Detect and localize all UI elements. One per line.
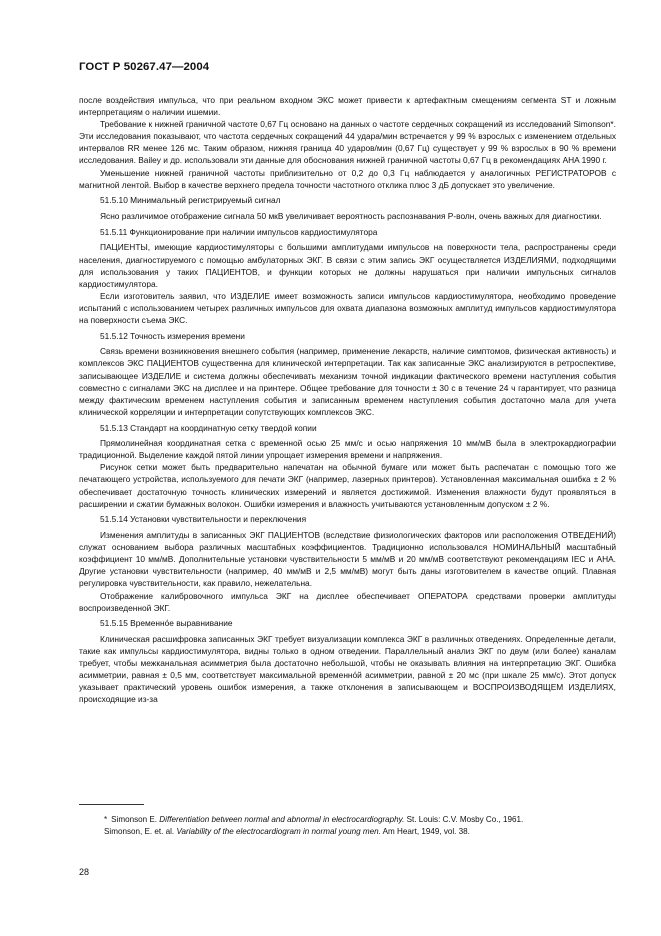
footnote-authors: Simonson, E. et. al.: [104, 826, 175, 836]
footnote-divider: [79, 804, 144, 805]
section-heading: 51.5.10 Минимальный регистрируемый сигнал: [100, 195, 281, 206]
section-heading: 51.5.13 Стандарт на координатную сетку твердой копии: [100, 422, 317, 433]
section-heading: 51.5.14 Установки чувствительности и переключения: [100, 514, 307, 525]
footnote-authors: Simonson E.: [111, 815, 158, 824]
document-body: [79, 94, 616, 706]
paragraph: Клиническая расшифровка записанных ЭКГ требует визуализации комплекса ЭКГ в различных отведениях. Определенные детали, такие как импульсы кардиостимулятора, видны только в одном отведении. Параллельный анализ ЭКГ по двум (или более) каналам требует, чтобы межканальная асимметрия была достаточно небольшой, чтобы не оказывать влияния на интерпретацию ЭКГ. Ошибка асимметрии, равная ± 0,5 мм, соответствует максимальной временно́й асимметрии, равной ± 20 мс (при шкале 25 мм/с). Этот допуск указывает практический уровень ошибок измерения, а также отклонения в записывающем и ВОСПРОИЗВОДЯЩЕМ ИЗДЕЛИЯХ, происходящие из-за: [79, 633, 616, 705]
section-heading: 51.5.15 Временно́е выравнивание: [100, 618, 233, 629]
footnote-line: [104, 826, 618, 838]
footnote-line: [104, 814, 618, 826]
paragraph: Если изготовитель заявил, что ИЗДЕЛИЕ имеет возможность записи импульсов кардиостимулятора, необходимо проведение испытаний с использованием четырех различных импульсов для охвата диапазона возможных амплитуд импульсов кардиостимулятора на поверхности съема ЭКС.: [79, 290, 616, 325]
paragraph: Прямолинейная координатная сетка с временной осью 25 мм/с и осью напряжения 10 мм/мВ была в электрокардиографии традиционной. Выделение каждой пятой линии упрощает измерения времени и напряжения.: [79, 438, 616, 461]
page-number: 28: [79, 867, 90, 877]
footnote-source: St. Louis: C.V. Mosby Co., 1961.: [406, 815, 524, 824]
footnote-marker: *: [104, 815, 108, 824]
paragraph: Требование к нижней граничной частоте 0,67 Гц основано на данных о частоте сердечных сокращений из исследований Simonson*. Эти исследования показывают, что частота сердечных сокращений 44 удара/мин встречается у 99 % взрослых с изменением отдельных интервалов RR менее 126 мс. Таким образом, нижняя граница 40 ударов/мин (0,67 Гц) существует у 99 % взрослых в 90 % времени исследования. Bailey и др. использовали эти данные для обоснования нижней граничной частоты 0,67 Гц в рекомендациях AHA 1990 г.: [79, 119, 616, 166]
paragraph: Уменьшение нижней граничной частоты приблизительно от 0,2 до 0,3 Гц наблюдается у аналогичных РЕГИСТРАТОРОВ с магнитной лентой. Выбор в качестве верхнего предела точности частотного отклика плюс 3 дБ допускает это увеличение.: [79, 167, 616, 190]
footnote-source: Am Heart, 1949, vol. 38.: [382, 826, 470, 836]
section-heading: 51.5.12 Точность измерения времени: [100, 330, 245, 341]
paragraph-continuation: после воздействия импульса, что при реальном входном ЭКС может привести к артефактным смещениям сегмента ST и ложным интерпретациям о наличии ишемии.: [79, 95, 616, 118]
paragraph: ПАЦИЕНТЫ, имеющие кардиостимуляторы с большими амплитудами импульсов на поверхности тела, распространены среди населения, диагностируемого с помощью амбулаторных ЭКГ. В связи с этим запись ЭКГ осуществляется ИЗДЕЛИЯМИ, подходящими для использования у таких ПАЦИЕНТОВ, и функции которых не должны нарушаться при наличии импульсных сигналов кардиостимулятора.: [79, 242, 616, 289]
footnote: [104, 814, 618, 838]
section-heading: 51.5.11 Функционирование при наличии импульсов кардиостимулятора: [100, 226, 378, 237]
paragraph: Ясно различимое отображение сигнала 50 мкВ увеличивает вероятность распознавания Р-волн, очень важных для диагностики.: [100, 211, 602, 222]
footnote-title: Differentiation between normal and abnormal in electrocardiography.: [159, 815, 405, 824]
paragraph: Связь времени возникновения внешнего события (например, применение лекарств, наличие симптомов, физическая активность) и комплексов ЭКС ПАЦИЕНТОВ существенна для клинической интерпретации. Так как записанные ЭКС анализируются в ретроспективе, записывающее ИЗДЕЛИЕ и система должны обеспечивать механизм точной индикации фактического времени наступления события совместно с сигналами ЭКС на дисплее и на принтере. Общее требование для точности ± 30 с в течение 24 ч гарантирует, что разница между фактическим временем наступления события и записанным временем наступления события достаточно мала для учета клинической корреляции и интерпретации сопутствующих комплексов ЭКС.: [79, 346, 616, 417]
footnote-title: Variability of the electrocardiogram in normal young men.: [176, 826, 381, 836]
paragraph: Изменения амплитуды в записанных ЭКГ ПАЦИЕНТОВ (вследствие физиологических факторов или расположения ОТВЕДЕНИЙ) служат основанием выбора различных масштабных коэффициентов. Традиционно использовался НОМИНАЛЬНЫЙ масштабный коэффициент 10 мм/мВ. Дополнительные установки чувствительности 5 мм/мВ и 20 мм/мВ соответствуют рекомендациям IEC и AHA. Другие установки чувствительности (например, 40 мм/мВ и 2,5 мм/мВ) могут быть даны изготовителем в качестве опций. Плавная регулировка чувствительности, как правило, нежелательна.: [79, 530, 616, 589]
paragraph: Рисунок сетки может быть предварительно напечатан на обычной бумаге или может быть распечатан с помощью того же печатающего устройства, используемого для печати ЭКГ (например, лазерных принтеров). Установленная максимальная ошибка ± 2 % обеспечивает достаточную точность клинических измерений и является достижимой. Изменения влажности будут проявляться в расширении и сжатии бумажных волокон. Ошибки измерения и влажность учитываются установленным допуском ± 2 %.: [79, 462, 616, 509]
paragraph: Отображение калибровочного импульса ЭКГ на дисплее обеспечивает ОПЕРАТОРА средствами проверки амплитуды воспроизведенной ЭКГ.: [79, 590, 616, 613]
document-header: ГОСТ Р 50267.47—2004: [79, 61, 210, 73]
